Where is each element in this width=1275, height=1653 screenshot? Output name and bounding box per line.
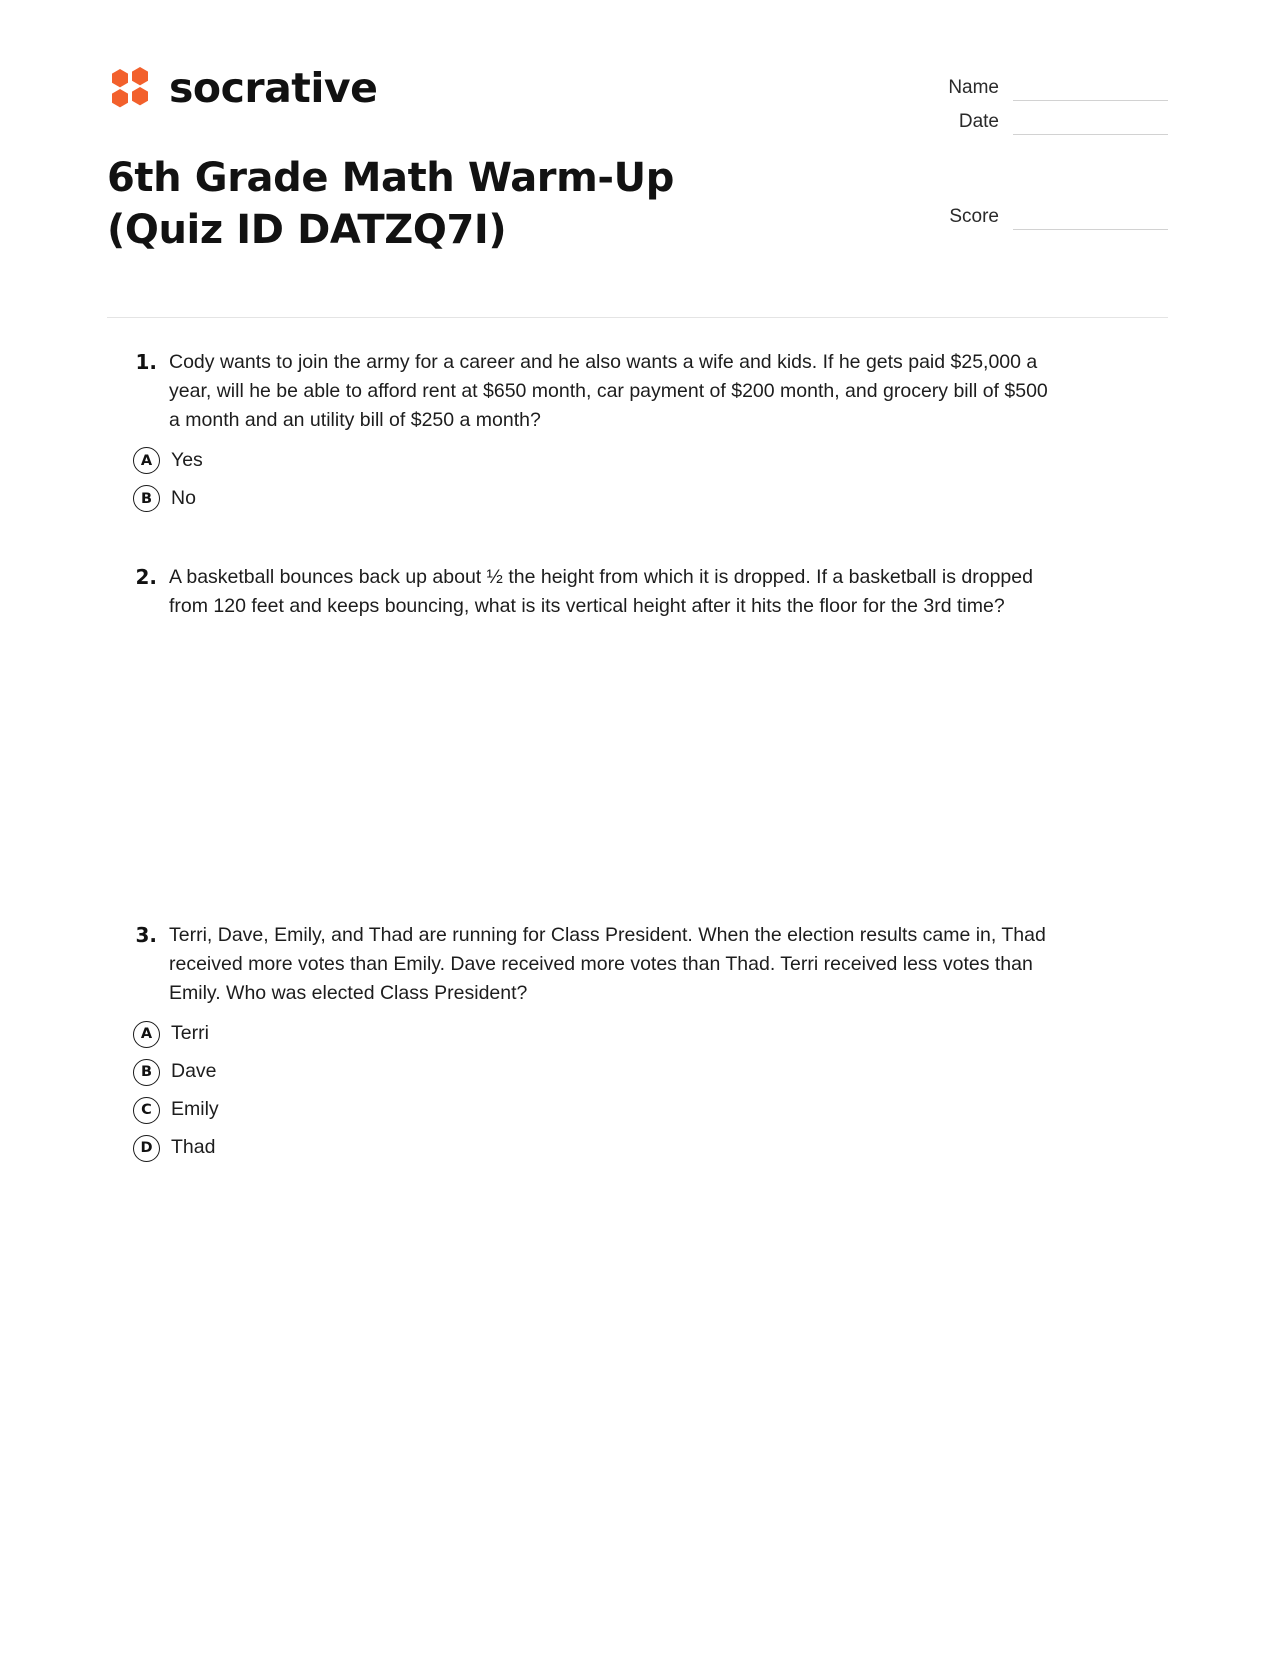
date-field-row <box>923 112 1168 135</box>
choice-option[interactable] <box>133 447 1168 474</box>
choice-label: Terri <box>171 1022 209 1045</box>
score-field-label: Score <box>949 206 999 227</box>
answer-space[interactable] <box>169 621 1168 921</box>
choice-bubble-icon[interactable]: A <box>133 447 160 474</box>
choice-option[interactable] <box>133 1135 1168 1162</box>
choice-bubble-icon[interactable]: B <box>133 1059 160 1086</box>
question-text: A basketball bounces back up about ½ the height from which it is dropped. If a basketball is dropped from 120 feet and keeps bouncing, what is its vertical height after it hits the floor for the 3rd time? <box>169 566 1033 618</box>
score-input-line[interactable] <box>1013 207 1168 230</box>
choice-bubble-icon[interactable]: C <box>133 1097 160 1124</box>
date-field-label: Date <box>958 111 999 132</box>
choice-label: Dave <box>171 1060 217 1083</box>
choice-bubble-icon[interactable]: B <box>133 485 160 512</box>
student-info-fields <box>923 60 1168 241</box>
name-input-line[interactable] <box>1013 78 1168 101</box>
choice-label: Emily <box>171 1098 219 1121</box>
question-number: 1. <box>135 349 157 374</box>
choice-option[interactable] <box>133 1097 1168 1124</box>
question-text: Cody wants to join the army for a career and he also wants a wife and kids. If he gets paid $25,000 a year, will he be able to afford rent at $650 month, car payment of $200 month, and grocery bill of $500 a month and an utility bill of $250 a month? <box>169 350 1048 431</box>
choice-option[interactable] <box>133 485 1168 512</box>
question-item <box>107 348 1168 564</box>
name-field-row <box>923 78 1168 101</box>
brand-and-title <box>107 60 747 283</box>
name-field-label: Name <box>948 77 999 98</box>
score-field-row <box>923 207 1168 230</box>
question-number: 2. <box>135 565 157 590</box>
choices-list <box>140 1021 1168 1162</box>
question-item <box>107 563 1168 921</box>
choices-list <box>140 447 1168 512</box>
header-divider <box>107 317 1168 318</box>
socrative-hexagon-logo-icon <box>107 65 153 111</box>
page-header <box>107 0 1168 283</box>
choice-option[interactable] <box>133 1059 1168 1086</box>
brand-name: socrative <box>169 63 378 112</box>
choice-option[interactable] <box>133 1021 1168 1048</box>
choice-label: Yes <box>171 449 203 472</box>
choice-label: No <box>171 487 196 510</box>
choice-bubble-icon[interactable]: A <box>133 1021 160 1048</box>
questions-list <box>107 348 1168 1162</box>
socrative-logo <box>107 60 747 116</box>
choice-bubble-icon[interactable]: D <box>133 1135 160 1162</box>
question-number: 3. <box>135 923 157 948</box>
question-item <box>107 921 1168 1162</box>
question-text: Terri, Dave, Emily, and Thad are running for Class President. When the election results came in, Thad received more votes than Emily. Dave received more votes than Thad. Terri received less votes than Emily. Who was elected Class President? <box>169 924 1046 1004</box>
answer-space <box>169 523 1168 563</box>
choice-label: Thad <box>171 1136 216 1159</box>
date-input-line[interactable] <box>1013 112 1168 135</box>
page-title: 6th Grade Math Warm-Up (Quiz ID DATZQ7I) <box>107 155 674 253</box>
